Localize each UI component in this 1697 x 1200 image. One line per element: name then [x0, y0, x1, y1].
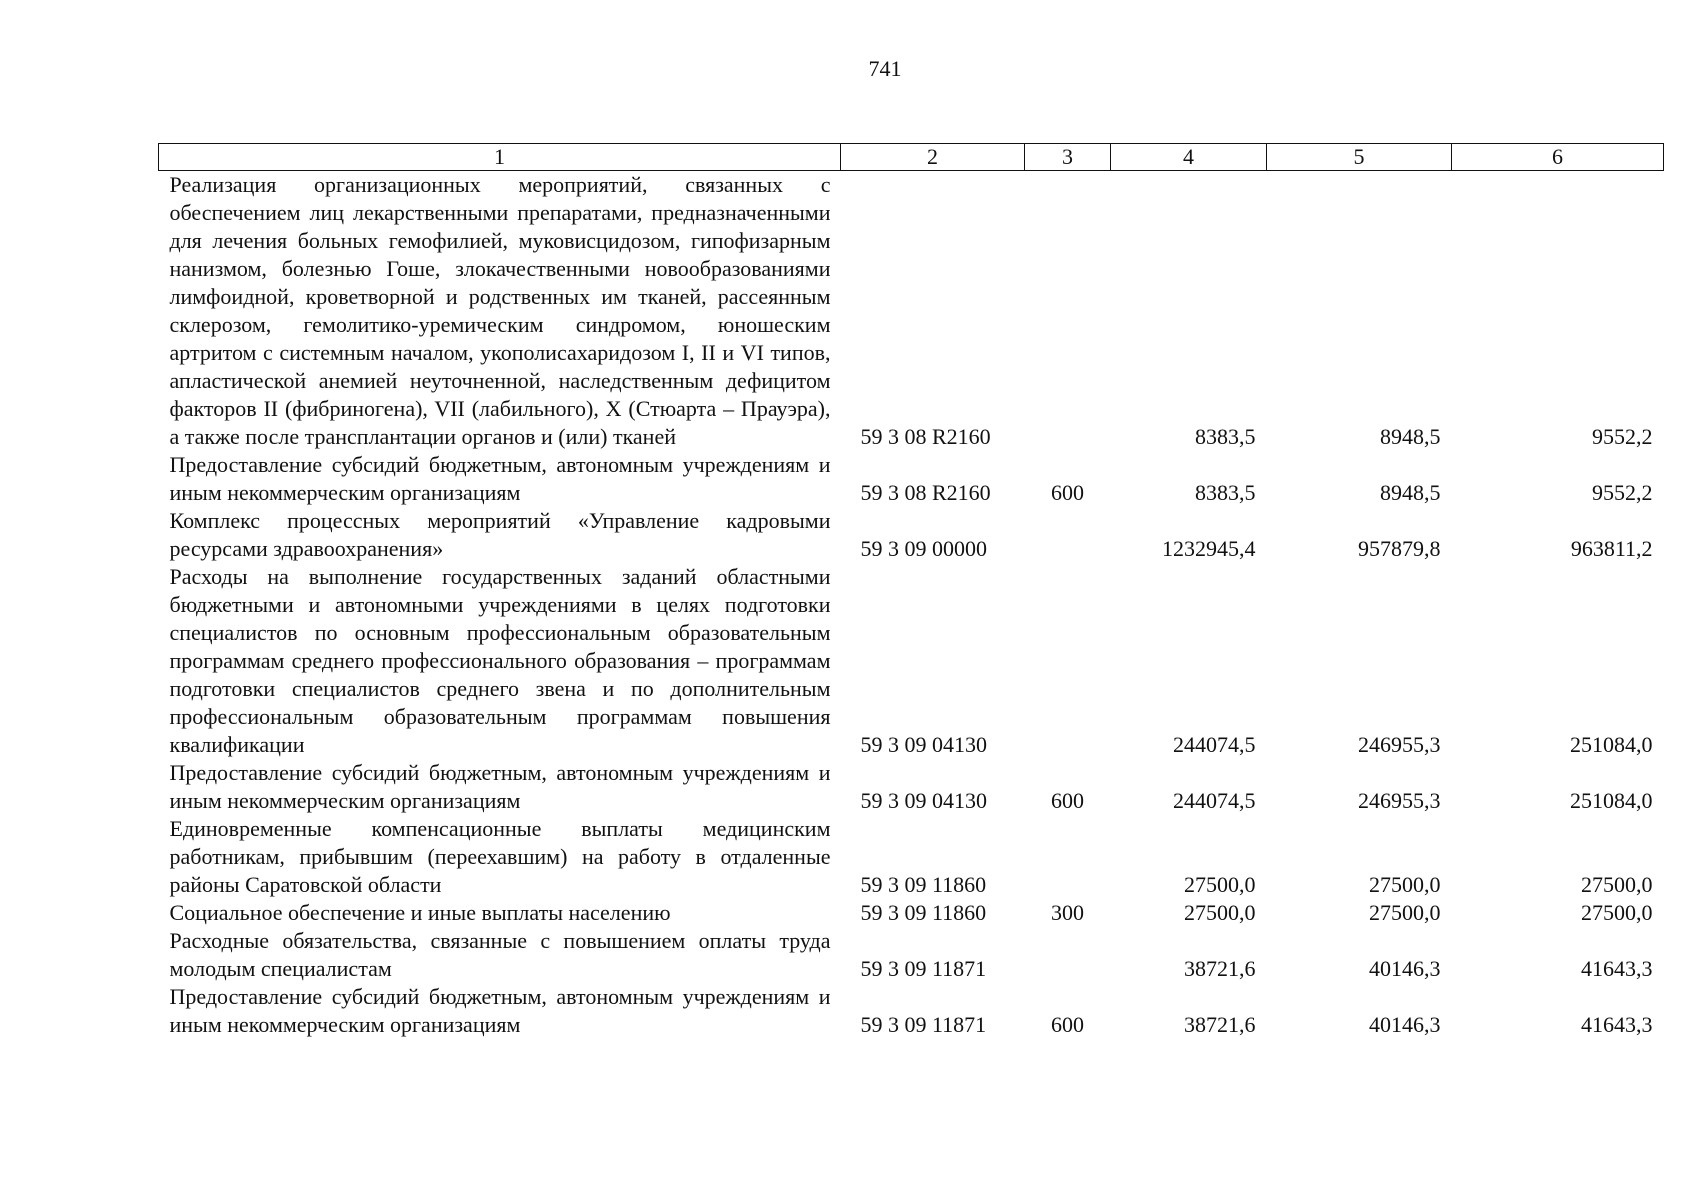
row-code: 59 3 09 11871 — [860, 1012, 987, 1037]
row-name: Расходные обязательства, связанные с повышением оплаты труда молодым специалистам — [169, 928, 831, 981]
table-row — [159, 563, 1664, 759]
header-col-2: 2 — [841, 144, 1025, 171]
row-name: Социальное обеспечение и иные выплаты населению — [169, 900, 671, 925]
row-expense-type — [1025, 507, 1111, 563]
row-expense-type: 600 — [1051, 1012, 1084, 1037]
row-value-5: 246955,3 — [1358, 732, 1441, 757]
table-row — [159, 815, 1664, 899]
table-row — [159, 507, 1664, 563]
row-value-5: 8948,5 — [1380, 480, 1441, 505]
row-code: 59 3 09 11871 — [860, 956, 987, 981]
row-expense-type — [1025, 171, 1111, 452]
row-value-5: 957879,8 — [1358, 536, 1441, 561]
row-value-6: 251084,0 — [1570, 788, 1653, 813]
row-name: Предоставление субсидий бюджетным, автономным учреждениям и иным некоммерческим организациям — [169, 984, 831, 1037]
table-row — [159, 899, 1664, 927]
row-value-4: 1232945,4 — [1162, 536, 1256, 561]
table-row — [159, 983, 1664, 1039]
row-value-5: 246955,3 — [1358, 788, 1441, 813]
row-code: 59 3 08 R2160 — [860, 480, 991, 505]
table-row — [159, 171, 1664, 452]
row-code: 59 3 09 04130 — [860, 732, 987, 757]
row-code: 59 3 09 11860 — [860, 900, 987, 925]
row-name: Предоставление субсидий бюджетным, автономным учреждениям и иным некоммерческим организациям — [169, 760, 831, 813]
row-expense-type: 600 — [1051, 788, 1084, 813]
row-value-4: 27500,0 — [1184, 900, 1256, 925]
row-value-5: 40146,3 — [1369, 1012, 1441, 1037]
row-value-4: 244074,5 — [1173, 788, 1256, 813]
header-col-4: 4 — [1111, 144, 1267, 171]
row-expense-type — [1025, 815, 1111, 899]
row-value-6: 41643,3 — [1581, 956, 1653, 981]
header-row — [159, 144, 1664, 171]
row-name: Предоставление субсидий бюджетным, автономным учреждениям и иным некоммерческим организациям — [169, 452, 831, 505]
row-value-5: 8948,5 — [1380, 424, 1441, 449]
row-expense-type — [1025, 927, 1111, 983]
row-expense-type: 600 — [1051, 480, 1084, 505]
row-name: Расходы на выполнение государственных заданий областными бюджетными и автономными учреждениями в целях подготовки специалистов по основным профессиональным образовательным программам среднего профессионального образования – программам подготовки специалистов среднего звена и по дополнительным профессиональным образовательным программам повышения квалификации — [169, 564, 831, 757]
budget-table — [158, 143, 1664, 1039]
row-value-4: 27500,0 — [1184, 872, 1256, 897]
row-value-6: 9552,2 — [1592, 424, 1653, 449]
row-value-6: 251084,0 — [1570, 732, 1653, 757]
table-body — [159, 171, 1664, 1040]
row-value-6: 9552,2 — [1592, 480, 1653, 505]
row-value-6: 41643,3 — [1581, 1012, 1653, 1037]
row-value-5: 27500,0 — [1369, 900, 1441, 925]
header-col-1: 1 — [159, 144, 841, 171]
row-value-4: 8383,5 — [1195, 480, 1256, 505]
row-value-4: 8383,5 — [1195, 424, 1256, 449]
row-code: 59 3 08 R2160 — [860, 424, 991, 449]
table-row — [159, 927, 1664, 983]
row-code: 59 3 09 04130 — [860, 788, 987, 813]
row-value-6: 27500,0 — [1581, 900, 1653, 925]
row-value-4: 244074,5 — [1173, 732, 1256, 757]
row-code: 59 3 09 11860 — [860, 872, 987, 897]
row-value-6: 963811,2 — [1570, 536, 1653, 561]
header-col-5: 5 — [1267, 144, 1452, 171]
header-col-6: 6 — [1452, 144, 1664, 171]
row-value-4: 38721,6 — [1184, 956, 1256, 981]
table-row — [159, 451, 1664, 507]
row-name: Реализация организационных мероприятий, связанных с обеспечением лиц лекарственными препаратами, предназначенными для лечения больных гемофилией, муковисцидозом, гипофизарным нанизмом, болезнью Гоше, злокачественными новообразованиями лимфоидной, кроветворной и родственных им тканей, рассеянным склерозом, гемолитико-уремическим синдромом, юношеским артритом с системным началом, укополисахаридозом I, II и VI типов, апластической анемией неуточненной, наследственным дефицитом факторов II (фибриногена), VII (лабильного), X (Стюарта – Прауэра), а также после трансплантации органов и (или) тканей — [169, 172, 831, 449]
row-value-4: 38721,6 — [1184, 1012, 1256, 1037]
row-expense-type: 300 — [1051, 900, 1084, 925]
header-col-3: 3 — [1025, 144, 1111, 171]
table-row — [159, 759, 1664, 815]
page-number: 741 — [868, 56, 902, 81]
table-header — [159, 144, 1664, 171]
row-value-6: 27500,0 — [1581, 872, 1653, 897]
row-value-5: 40146,3 — [1369, 956, 1441, 981]
row-value-5: 27500,0 — [1369, 872, 1441, 897]
row-name: Комплекс процессных мероприятий «Управление кадровыми ресурсами здравоохранения» — [169, 508, 831, 561]
row-code: 59 3 09 00000 — [860, 536, 987, 561]
row-expense-type — [1025, 563, 1111, 759]
row-name: Единовременные компенсационные выплаты медицинским работникам, прибывшим (переехавшим) на работу в отдаленные районы Саратовской области — [169, 816, 831, 897]
